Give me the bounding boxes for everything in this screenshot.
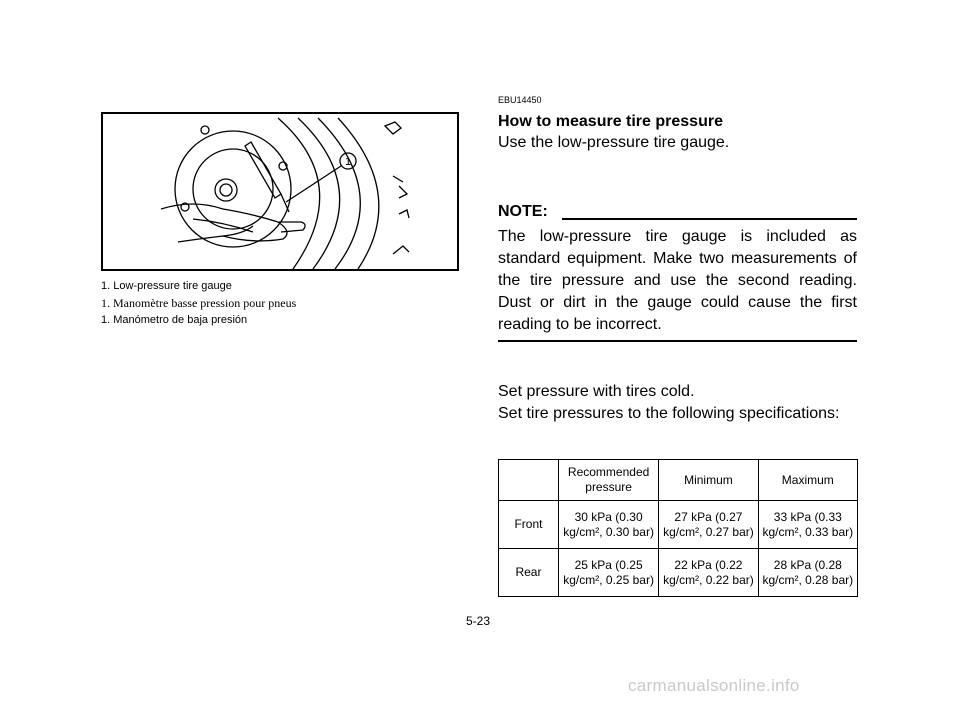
table-row: [499, 549, 858, 597]
section-intro: Use the low-pressure tire gauge.: [498, 134, 730, 151]
paragraph-specifications: Set tire pressures to the following specifications:: [498, 405, 840, 422]
page-number: 5-23: [466, 614, 491, 628]
caption-spanish: 1. Manómetro de baja presión: [101, 314, 248, 326]
figure-captions: [101, 278, 296, 329]
note-top-rule: [562, 218, 857, 220]
note-text: The low-pressure tire gauge is included as standard equipment. Make two measurements of the tire pressure and use the second reading. Dust or dirt in the gauge could cause the first reading to be incorrect.: [498, 228, 857, 333]
table-header-minimum: Minimum: [659, 460, 758, 501]
paragraph-cold-tires: Set pressure with tires cold.: [498, 383, 695, 400]
table-cell: 33 kPa (0.33 kg/cm², 0.33 bar): [758, 501, 857, 549]
table-row-label: Front: [499, 501, 559, 549]
tire-gauge-illustration: [101, 112, 459, 271]
table-header-empty: [499, 460, 559, 501]
caption-english: 1. Low-pressure tire gauge: [101, 280, 232, 292]
table-cell: 28 kPa (0.28 kg/cm², 0.28 bar): [758, 549, 857, 597]
note-label: NOTE:: [498, 203, 548, 220]
table-header-recommended: Recommended pressure: [558, 460, 658, 501]
section-code: EBU14450: [498, 95, 542, 105]
tire-gauge-drawing: [103, 114, 457, 269]
table-header-maximum: Maximum: [758, 460, 857, 501]
watermark: carmanualsonline.info: [628, 676, 800, 695]
table-cell: 25 kPa (0.25 kg/cm², 0.25 bar): [558, 549, 658, 597]
table-header-row: [499, 460, 858, 501]
figure-callout-number: 1: [344, 156, 352, 168]
caption-french: 1. Manomètre basse pression pour pneus: [101, 296, 297, 310]
tire-pressure-table: [498, 459, 858, 597]
table-cell: 22 kPa (0.22 kg/cm², 0.22 bar): [659, 549, 758, 597]
table-cell: 27 kPa (0.27 kg/cm², 0.27 bar): [659, 501, 758, 549]
table-row: [499, 501, 858, 549]
table-cell: 30 kPa (0.30 kg/cm², 0.30 bar): [558, 501, 658, 549]
note-bottom-rule: [498, 340, 857, 342]
section-heading: How to measure tire pressure: [498, 113, 723, 130]
table-row-label: Rear: [499, 549, 559, 597]
